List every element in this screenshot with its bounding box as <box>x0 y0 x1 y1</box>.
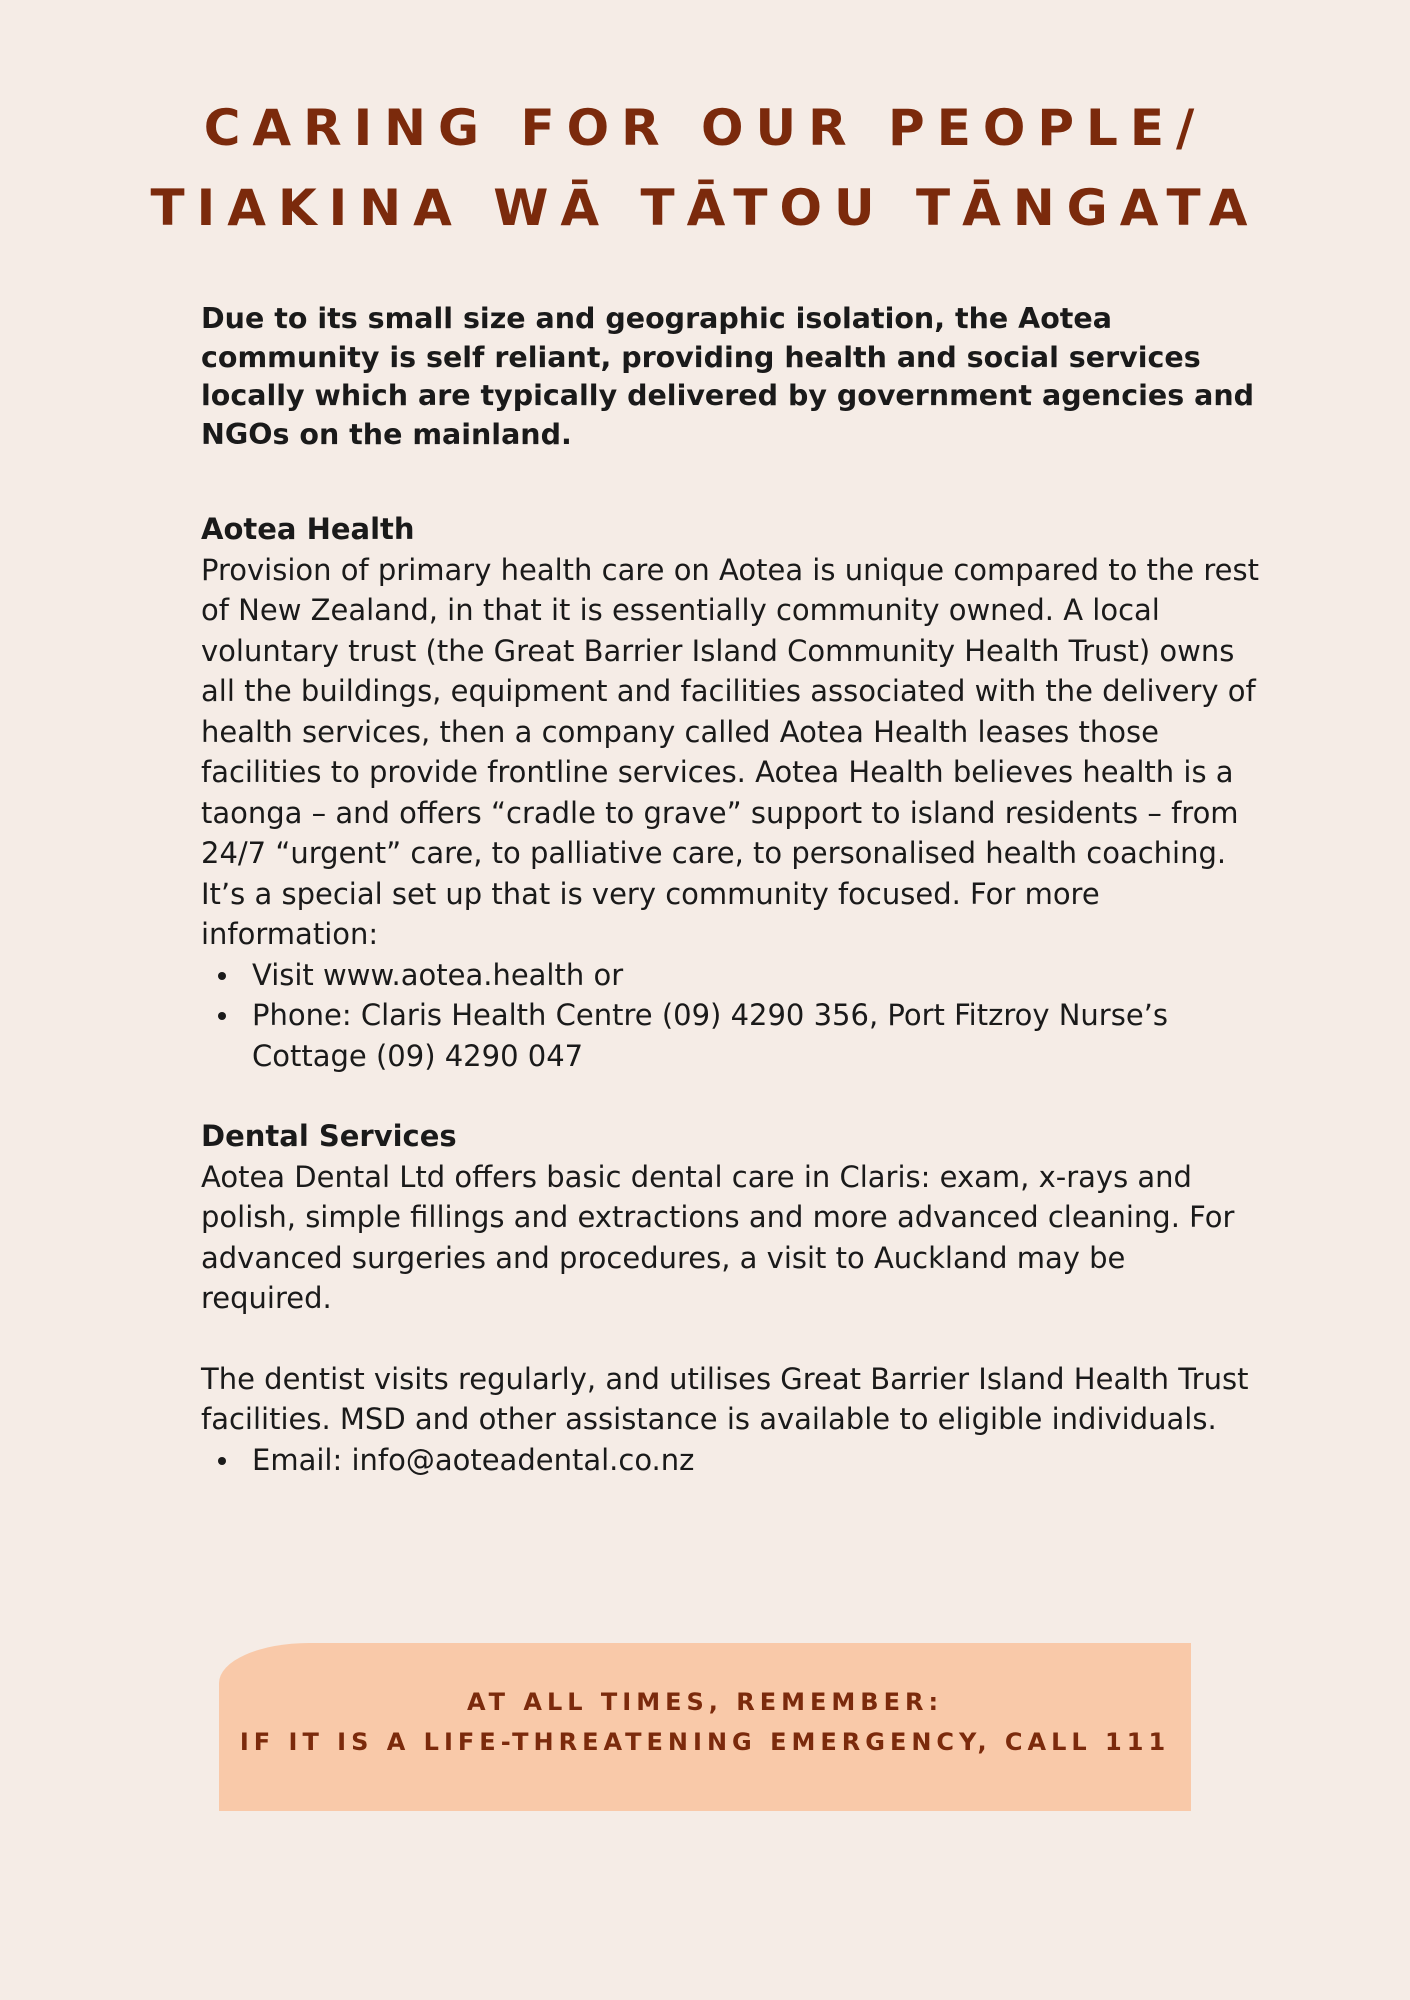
dental-services-heading: Dental Services <box>201 1119 457 1153</box>
aotea-health-contact-list <box>201 955 1261 1077</box>
dental-services-body-2: The dentist visits regularly, and utilises Great Barrier Island Health Trust facilities. MSD and other assistance is available to eligible individuals. <box>201 1361 1249 1436</box>
emergency-callout <box>219 1643 1191 1811</box>
intro-paragraph: Due to its small size and geographic isolation, the Aotea community is self reliant, providing health and social services locally which are typically delivered by government agencies and NGOs on the mainland. <box>201 302 1255 451</box>
dental-contact-list <box>201 1440 1261 1481</box>
list-item-phone: Phone: Claris Health Centre (09) 4290 356, Port Fitzroy Nurse’s Cottage (09) 4290 047 <box>201 995 1261 1076</box>
paragraph-spacer <box>201 1319 1261 1359</box>
list-item-website: Visit www.aotea.health or <box>201 955 1261 996</box>
page-title-line-1: CARING FOR OUR PEOPLE/ <box>203 99 1207 157</box>
main-content <box>201 300 1261 1480</box>
dental-services-section <box>201 1116 1261 1480</box>
list-item-email: Email: info@aoteadental.co.nz <box>201 1440 1261 1481</box>
aotea-health-body: Provision of primary health care on Aotea is unique compared to the rest of New Zealand, in that it is essentially community owned. A local voluntary trust (the Great Barrier Island Community Health Trust) owns all the buildings, equipment and facilities associated with the delivery of health services, then a company called Aotea Health leases those facilities to provide frontline services. Aotea Health believes health is a taonga – and offers “cradle to grave” support to island residents – from 24/7 “urgent” care, to palliative care, to personalised health coaching. It’s a special set up that is very community focused. For more information: <box>201 552 1259 951</box>
callout-line-2: IF IT IS A LIFE-THREATENING EMERGENCY, CALL 111 <box>239 1728 1171 1756</box>
dental-services-body-1: Aotea Dental Ltd offers basic dental care in Claris: exam, x-rays and polish, simple fillings and extractions and more advanced cleaning. For advanced surgeries and procedures, a visit to Auckland may be required. <box>201 1159 1235 1315</box>
callout-line-1: AT ALL TIMES, REMEMBER: <box>466 1688 944 1716</box>
section-spacer <box>201 1076 1261 1116</box>
aotea-health-section <box>201 509 1261 1076</box>
page-title <box>0 88 1410 248</box>
page-title-line-2: TIAKINA WĀ TĀTOU TĀNGATA <box>150 179 1260 237</box>
aotea-health-heading: Aotea Health <box>201 512 415 546</box>
